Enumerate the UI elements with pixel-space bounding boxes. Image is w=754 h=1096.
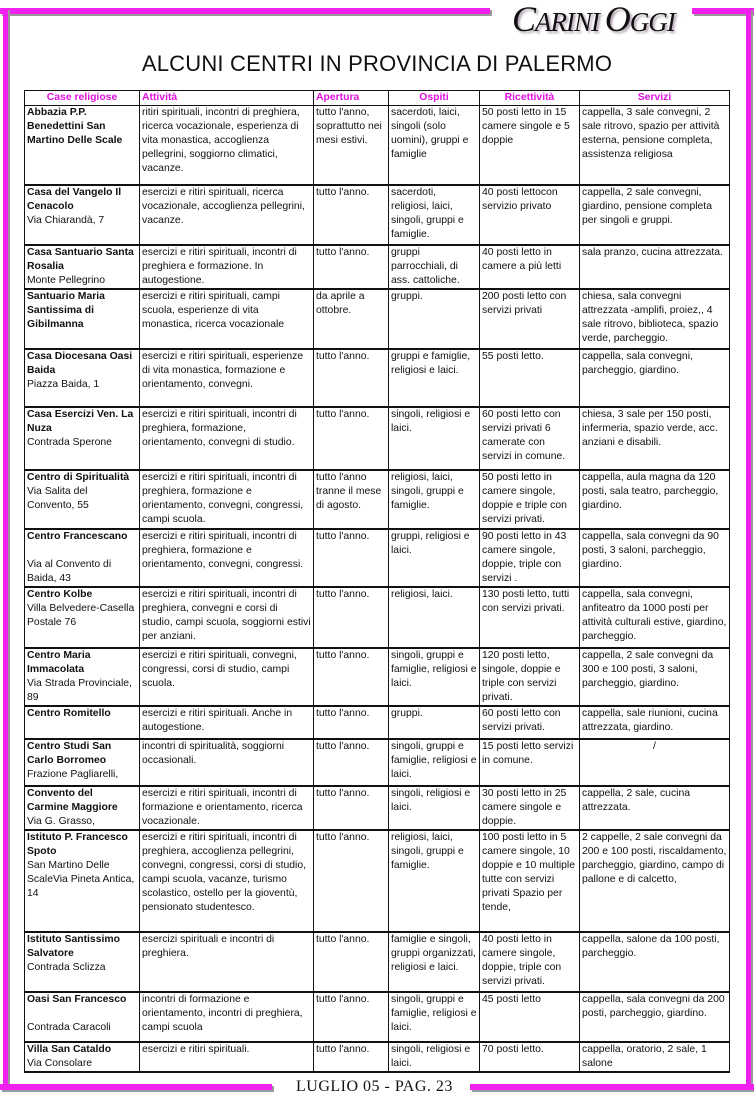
- center-address: Contrada Caracoli: [27, 1021, 111, 1033]
- cell-casa: [25, 739, 140, 786]
- cell-ricettivita: 15 posti letto servizi in comune.: [480, 739, 580, 786]
- cell-apertura: tutto l'anno.: [314, 349, 389, 407]
- center-address: Via G. Grasso,: [27, 815, 95, 827]
- center-name: Casa Santuario Santa Rosalia: [27, 246, 134, 272]
- cell-servizi: chiesa, 3 sale per 150 posti, infermeria, spazio verde, acc. anziani e disabili.: [580, 407, 730, 470]
- cell-ospiti: gruppi.: [389, 706, 480, 739]
- cell-attivita: esercizi e ritiri spirituali, incontri di preghiera e formazione. In autogestione.: [140, 245, 314, 289]
- cell-servizi: cappella, salone da 100 posti, parcheggio.: [580, 932, 730, 992]
- cell-ricettivita: 40 posti letto in camere a più letti: [480, 245, 580, 289]
- cell-apertura: tutto l'anno, soprattutto nei mesi estivi.: [314, 106, 389, 185]
- cell-apertura: tutto l'anno.: [314, 648, 389, 706]
- spacer: [27, 1007, 137, 1021]
- cell-attivita: incontri di formazione e orientamento, incontri di preghiera, campi scuola: [140, 992, 314, 1042]
- cell-ospiti: singoli, gruppi e famiglie, religiosi e laici.: [389, 648, 480, 706]
- cell-attivita: esercizi e ritiri spirituali, incontri di formazione e orientamento, ricerca vocazionale.: [140, 786, 314, 830]
- cell-servizi: cappella, sala convegni da 90 posti, 3 saloni, parcheggio, giardino.: [580, 529, 730, 587]
- cell-casa: [25, 1042, 140, 1072]
- cell-apertura: tutto l'anno.: [314, 932, 389, 992]
- cell-ricettivita: 45 posti letto: [480, 992, 580, 1042]
- center-address: Contrada Sperone: [27, 436, 112, 448]
- cell-ricettivita: 55 posti letto.: [480, 349, 580, 407]
- cell-ospiti: singoli, religiosi e laici.: [389, 1042, 480, 1072]
- magazine-logo: CARINI OGGI: [512, 0, 675, 39]
- cell-servizi: cappella, sala convegni, parcheggio, giardino.: [580, 349, 730, 407]
- table-header-row: [25, 91, 730, 106]
- cell-servizi: cappella, 2 sale convegni, giardino, pensione completa per singoli e gruppi.: [580, 185, 730, 245]
- center-address: Via Salita del Convento, 55: [27, 485, 89, 511]
- cell-ricettivita: 50 posti letto in 15 camere singole e 5 doppie: [480, 106, 580, 185]
- cell-attivita: esercizi e ritiri spirituali, incontri di preghiera, formazione e orientamento, convegni, congressi, campi scuola.: [140, 470, 314, 529]
- cell-casa: [25, 349, 140, 407]
- cell-attivita: esercizi e ritiri spirituali, campi scuola, esperienze di vita monastica, ricerca vocazionale: [140, 289, 314, 349]
- cell-casa: [25, 830, 140, 932]
- cell-servizi: chiesa, sala convegni attrezzata -amplifi, proiez,, 4 sale ritrovo, biblioteca, spazio verde, parcheggio.: [580, 289, 730, 349]
- center-name: Istituto Santissimo Salvatore: [27, 933, 120, 959]
- cell-attivita: esercizi e ritiri spirituali, convegni, congressi, corsi di studio, campi scuola.: [140, 648, 314, 706]
- table-row: [25, 648, 730, 706]
- cell-casa: [25, 470, 140, 529]
- center-name: Centro di Spiritualità: [27, 471, 130, 483]
- cell-ospiti: gruppi.: [389, 289, 480, 349]
- table-row: [25, 587, 730, 648]
- center-name: Centro Maria Immacolata: [27, 649, 91, 675]
- cell-apertura: tutto l'anno.: [314, 786, 389, 830]
- cell-ospiti: singoli, religiosi e laici.: [389, 407, 480, 470]
- cell-casa: [25, 932, 140, 992]
- cell-apertura: tutto l'anno.: [314, 992, 389, 1042]
- cell-ricettivita: 40 posti letto in camere singole, doppie, triple con servizi privati.: [480, 932, 580, 992]
- cell-servizi: cappella, sala convegni, anfiteatro da 1000 posti per attività culturali estive, giardino, parcheggio.: [580, 587, 730, 648]
- cell-servizi: sala pranzo, cucina attrezzata.: [580, 245, 730, 289]
- center-name: Santuario Maria Santissima di Gibilmanna: [27, 290, 105, 330]
- cell-apertura: tutto l'anno.: [314, 407, 389, 470]
- center-name: Istituto P. Francesco Spoto: [27, 831, 128, 857]
- table-row: [25, 349, 730, 407]
- cell-apertura: tutto l'anno.: [314, 706, 389, 739]
- cell-apertura: tutto l'anno.: [314, 587, 389, 648]
- cell-ospiti: religiosi, laici, singoli, gruppi e famiglie.: [389, 830, 480, 932]
- column-header-apertura: Apertura: [314, 91, 389, 106]
- center-address: San Martino Delle ScaleVia Pineta Antica, 14: [27, 859, 135, 899]
- cell-attivita: esercizi e ritiri spirituali, esperienze di vita monastica, formazione e orientamento, convegni.: [140, 349, 314, 407]
- center-address: Via Consolare: [27, 1057, 93, 1069]
- cell-apertura: tutto l'anno.: [314, 529, 389, 587]
- cell-ricettivita: 130 posti letto, tutti con servizi privati.: [480, 587, 580, 648]
- cell-casa: [25, 245, 140, 289]
- cell-apertura: tutto l'anno.: [314, 185, 389, 245]
- table-row: [25, 706, 730, 739]
- cell-servizi: cappella, 2 sale convegni da 300 e 100 posti, 3 saloni, parcheggio, giardino.: [580, 648, 730, 706]
- cell-casa: [25, 587, 140, 648]
- center-name: Casa del Vangelo Il Cenacolo: [27, 186, 122, 212]
- cell-ospiti: gruppi e famiglie, religiosi e laici.: [389, 349, 480, 407]
- table-row: [25, 830, 730, 932]
- religious-centers-table: [24, 90, 730, 1073]
- center-address: Villa Belvedere-Casella Postale 76: [27, 602, 135, 628]
- cell-attivita: ritiri spirituali, incontri di preghiera, ricerca vocazionale, esperienza di vita monastica, accoglienza pellegrini, soggiorno climatici, vacanze.: [140, 106, 314, 185]
- cell-attivita: esercizi e ritiri spirituali.: [140, 1042, 314, 1072]
- cell-ricettivita: 120 posti letto, singole, doppie e triple con servizi privati.: [480, 648, 580, 706]
- cell-apertura: tutto l'anno.: [314, 1042, 389, 1072]
- center-name: Centro Studi San Carlo Borromeo: [27, 740, 112, 766]
- cell-ricettivita: 70 posti letto.: [480, 1042, 580, 1072]
- center-address: Monte Pellegrino: [27, 274, 105, 286]
- cell-servizi: cappella, 3 sale convegni, 2 sale ritrovo, spazio per attività esterna, pensione completa, assistenza religiosa: [580, 106, 730, 185]
- cell-ospiti: sacerdoti, laici, singoli (solo uomini), gruppi e famiglie: [389, 106, 480, 185]
- spacer: [27, 544, 137, 558]
- cell-attivita: esercizi spirituali e incontri di preghiera.: [140, 932, 314, 992]
- cell-servizi: cappella, 2 sale, cucina attrezzata.: [580, 786, 730, 830]
- cell-attivita: esercizi e ritiri spirituali, incontri di preghiera, formazione e orientamento, convegni, congressi.: [140, 529, 314, 587]
- cell-ricettivita: 30 posti letto in 25 camere singole e doppie.: [480, 786, 580, 830]
- frame-bottom-left: [0, 1084, 272, 1090]
- cell-servizi: cappella, sale riunioni, cucina attrezzata, giardino.: [580, 706, 730, 739]
- cell-casa: [25, 407, 140, 470]
- frame-top-right: [692, 8, 754, 14]
- center-name: Oasi San Francesco: [27, 993, 127, 1005]
- cell-ricettivita: 90 posti letto in 43 camere singole, doppie, triple con servizi .: [480, 529, 580, 587]
- cell-ospiti: gruppi, religiosi e laici.: [389, 529, 480, 587]
- center-address: Via Chiarandà, 7: [27, 214, 105, 226]
- center-name: Casa Esercizi Ven. La Nuza: [27, 408, 134, 434]
- cell-ospiti: singoli, gruppi e famiglie, religiosi e laici.: [389, 739, 480, 786]
- table-row: [25, 1042, 730, 1072]
- column-header-ricettivita: Ricettività: [480, 91, 580, 106]
- cell-ospiti: famiglie e singoli, gruppi organizzati, religiosi e laici.: [389, 932, 480, 992]
- center-address: Contrada Sclizza: [27, 961, 106, 973]
- center-address: Via al Convento di Baida, 43: [27, 558, 112, 584]
- table-row: [25, 106, 730, 185]
- cell-servizi: cappella, oratorio, 2 sale, 1 salone: [580, 1042, 730, 1072]
- table-row: [25, 470, 730, 529]
- center-name: Villa San Cataldo: [27, 1043, 112, 1055]
- cell-apertura: tutto l'anno.: [314, 739, 389, 786]
- table-row: [25, 185, 730, 245]
- cell-apertura: tutto l'anno.: [314, 245, 389, 289]
- cell-attivita: esercizi e ritiri spirituali, incontri di preghiera, accoglienza pellegrini, convegni, congressi, corsi di studio, campi scuola, vacanze, turismo scolastico, ostello per la gioventù, pensionato studentesco.: [140, 830, 314, 932]
- center-name: Centro Francescano: [27, 530, 128, 542]
- center-address: Frazione Pagliarelli,: [27, 768, 119, 780]
- cell-ricettivita: 40 posti lettocon servizio privato: [480, 185, 580, 245]
- frame-left: [3, 8, 8, 1090]
- table-row: [25, 786, 730, 830]
- cell-ospiti: gruppi parrocchiali, di ass. cattoliche.: [389, 245, 480, 289]
- center-name: Casa Diocesana Oasi Baida: [27, 350, 133, 376]
- cell-apertura: tutto l'anno tranne il mese di agosto.: [314, 470, 389, 529]
- cell-attivita: incontri di spiritualità, soggiorni occasionali.: [140, 739, 314, 786]
- cell-servizi: cappella, aula magna da 120 posti, sala teatro, parcheggio, giardino.: [580, 470, 730, 529]
- cell-casa: [25, 648, 140, 706]
- center-name: Abbazia P.P. Benedettini San Martino Delle Scale: [27, 107, 123, 146]
- cell-casa: [25, 786, 140, 830]
- cell-ricettivita: 50 posti letto in camere singole, doppie e triple con servizi privati.: [480, 470, 580, 529]
- frame-right: [746, 8, 751, 1090]
- column-header-attivita: Attività: [140, 91, 314, 106]
- column-header-case: Case religiose: [25, 91, 140, 106]
- center-name: Convento del Carmine Maggiore: [27, 787, 118, 813]
- center-name: Centro Romitello: [27, 707, 111, 719]
- cell-casa: [25, 185, 140, 245]
- cell-ospiti: sacerdoti, religiosi, laici, singoli, gruppi e famiglie.: [389, 185, 480, 245]
- cell-attivita: esercizi e ritiri spirituali, incontri di preghiera, formazione, orientamento, convegni di studio.: [140, 407, 314, 470]
- frame-bottom-right: [470, 1084, 754, 1090]
- table-row: [25, 992, 730, 1042]
- page-footer: LUGLIO 05 - PAG. 23: [296, 1078, 453, 1095]
- page-title: ALCUNI CENTRI IN PROVINCIA DI PALERMO: [141, 51, 613, 76]
- cell-attivita: esercizi e ritiri spirituali, ricerca vocazionale, accoglienza pellegrini, vacanze.: [140, 185, 314, 245]
- cell-attivita: esercizi e ritiri spirituali, incontri di preghiera, convegni e corsi di studio, campi scuola, soggiorni estivi per anziani.: [140, 587, 314, 648]
- center-address: Piazza Baida, 1: [27, 378, 100, 390]
- center-address: Via Strada Provinciale, 89: [27, 677, 132, 703]
- cell-casa: [25, 529, 140, 587]
- cell-ricettivita: 60 posti letto con servizi privati 6 camerate con servizi in comune.: [480, 407, 580, 470]
- table-row: [25, 529, 730, 587]
- column-header-ospiti: Ospiti: [389, 91, 480, 106]
- table-row: [25, 289, 730, 349]
- cell-casa: [25, 289, 140, 349]
- cell-casa: [25, 706, 140, 739]
- cell-casa: [25, 106, 140, 185]
- table-row: [25, 739, 730, 786]
- cell-ricettivita: 200 posti letto con servizi privati: [480, 289, 580, 349]
- table-row: [25, 407, 730, 470]
- cell-servizi: /: [580, 739, 730, 786]
- cell-ospiti: religiosi, laici.: [389, 587, 480, 648]
- center-name: Centro Kolbe: [27, 588, 93, 600]
- cell-servizi: cappella, sala convegni da 200 posti, parcheggio, giardino.: [580, 992, 730, 1042]
- cell-attivita: esercizi e ritiri spirituali. Anche in autogestione.: [140, 706, 314, 739]
- cell-ospiti: singoli, religiosi e laici.: [389, 786, 480, 830]
- cell-apertura: da aprile a ottobre.: [314, 289, 389, 349]
- cell-ricettivita: 100 posti letto in 5 camere singole, 10 doppie e 10 multiple tutte con servizi privati Spazio per tende,: [480, 830, 580, 932]
- column-header-servizi: Servizi: [580, 91, 730, 106]
- table-row: [25, 245, 730, 289]
- cell-apertura: tutto l'anno.: [314, 830, 389, 932]
- table-row: [25, 932, 730, 992]
- cell-ricettivita: 60 posti letto con servizi privati.: [480, 706, 580, 739]
- cell-ospiti: religiosi, laici, singoli, gruppi e famiglie.: [389, 470, 480, 529]
- cell-ospiti: singoli, gruppi e famiglie, religiosi e laici.: [389, 992, 480, 1042]
- cell-casa: [25, 992, 140, 1042]
- frame-top-left: [0, 8, 490, 14]
- cell-servizi: 2 cappelle, 2 sale convegni da 200 e 100 posti, riscaldamento, parcheggio, giardino, campo di pallone e di calcetto,: [580, 830, 730, 932]
